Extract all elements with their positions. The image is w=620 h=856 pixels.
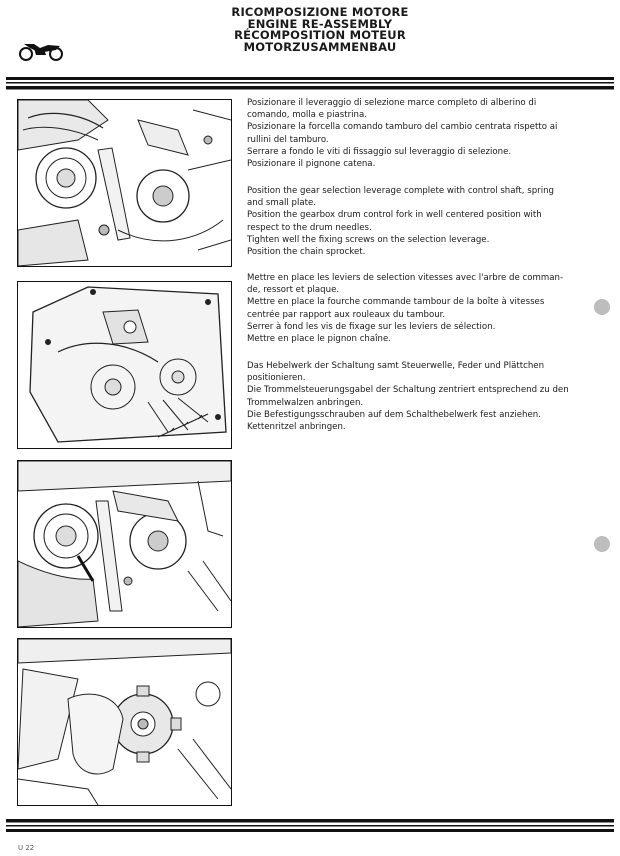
text-line: Position the gear selection leverage complete with control shaft, spring [247,186,554,196]
title-german: MOTORZUSAMMENBAU [243,39,397,54]
title-english: ENGINE RE-ASSEMBLY [247,16,393,31]
figure-gear-selector-install [17,99,232,267]
text-line: Posizionare il leveraggio di selezione marce completo di alberino di [247,98,537,108]
text-line: Position the gearbox drum control fork in well centered position with [247,210,542,221]
text-line: Das Hebelwerk der Schaltung samt Steuerwelle, Feder und Plättchen [247,361,545,371]
figure-selection-leverage-screws [17,460,232,628]
instructions-german [247,360,577,433]
text-line: de, ressort et plaque. [247,285,340,296]
page-number: U 22 [18,844,35,852]
brand-logo [16,36,66,62]
text-line: Mettre en place le pignon chaîne. [247,334,391,345]
binder-hole [594,299,610,315]
binder-hole [594,536,610,552]
instructions-italian [247,97,577,170]
text-line: Kettenritzel anbringen. [247,422,346,433]
title-french: RÉCOMPOSITION MOTEUR [234,28,406,42]
instructions-english [247,185,577,258]
title-italian: RICOMPOSIZIONE MOTORE [231,5,409,19]
text-line: Serrer à fond les vis de fixage sur les leviers de sélection. [247,321,496,332]
instructions-french [247,272,577,345]
text-line: Tighten well the fixing screws on the selection leverage. [247,234,490,245]
figure-gearbox-drum-fork [17,281,232,449]
text-line: centrée par rapport aux rouleaux du tambour. [247,309,446,320]
text-line: comando, molla e piastrina. [247,110,367,121]
text-line: Posizionare il pignone catena. [247,159,376,170]
text-line: Die Trommelsteuerungsgabel der Schaltung zentriert entsprechend zu den [247,385,569,396]
text-line: positionieren. [247,373,306,384]
text-line: Die Befestigungsschrauben auf dem Schalthebelwerk fest anziehen. [247,409,541,420]
text-line: Trommelwalzen anbringen. [247,397,364,408]
figure-chain-sprocket [17,638,232,806]
text-line: Serrare a fondo le viti di fissaggio sul leveraggio di selezione. [247,146,512,157]
text-line: Mettre en place la fourche commande tambour de la boîte à vitesses [247,297,545,308]
page-header [180,7,460,53]
text-line: rullini del tamburo. [247,134,329,145]
text-line: and small plate. [247,198,317,209]
text-line: respect to the drum needles. [247,222,372,233]
footer-divider [6,818,614,832]
header-divider [6,76,614,90]
text-line: Position the chain sprocket. [247,247,366,258]
text-line: Mettre en place les leviers de selection vitesses avec l'arbre de comman- [247,273,564,283]
text-line: Posizionare la forcella comando tamburo del cambio centrata rispetto ai [247,122,558,133]
